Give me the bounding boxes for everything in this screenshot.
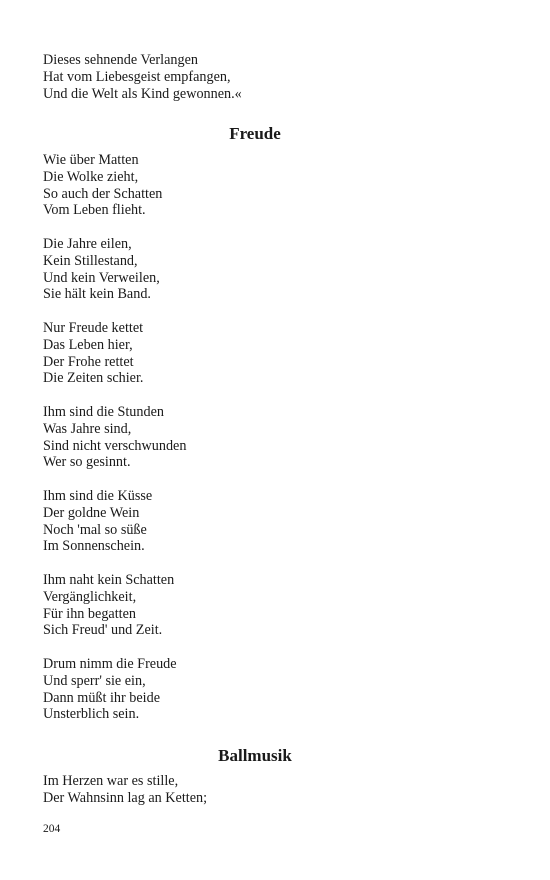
poem-title-ballmusik: Ballmusik xyxy=(218,746,292,765)
verse-line: Drum nimm die Freude xyxy=(43,656,177,672)
verse-line: Ihm naht kein Schatten xyxy=(43,572,175,588)
stanza-1 xyxy=(43,152,503,219)
stanza-6 xyxy=(43,572,503,639)
verse-line: Ihm sind die Küsse xyxy=(43,488,153,504)
poem-title-freude: Freude xyxy=(229,124,281,143)
verse-line: Hat vom Liebesgeist empfangen, xyxy=(43,68,231,85)
verse-line: Und kein Verweilen, xyxy=(43,269,160,286)
verse-line: Sind nicht verschwunden xyxy=(43,437,187,454)
verse-line: Das Leben hier, xyxy=(43,336,133,353)
verse-line: Sie hält kein Band. xyxy=(43,286,151,303)
verse-line: Unsterblich sein. xyxy=(43,706,140,723)
verse-line: Dieses sehnende Verlangen xyxy=(43,52,198,68)
verse-line: Im Sonnenschein. xyxy=(43,538,145,555)
verse-line: Was Jahre sind, xyxy=(43,420,132,437)
verse-line: Und die Welt als Kind gewonnen.« xyxy=(43,85,242,102)
verse-line: Im Herzen war es stille, xyxy=(43,773,179,789)
stanza-5 xyxy=(43,488,503,555)
verse-line: Die Zeiten schier. xyxy=(43,370,144,387)
verse-line: Der Frohe rettet xyxy=(43,353,134,370)
verse-line: Sich Freud' und Zeit. xyxy=(43,622,163,639)
verse-line: Die Jahre eilen, xyxy=(43,236,132,252)
verse-line: Wer so gesinnt. xyxy=(43,454,131,471)
verse-line: Dann müßt ihr beide xyxy=(43,689,161,706)
verse-line: Noch 'mal so süße xyxy=(43,521,147,538)
stanza-4 xyxy=(43,404,503,471)
intro-stanza xyxy=(43,52,503,102)
verse-line: Die Wolke zieht, xyxy=(43,168,139,185)
verse-line: Vom Leben flieht. xyxy=(43,202,146,219)
verse-line: Der Wahnsinn lag an Ketten; xyxy=(43,789,208,806)
verse-line: So auch der Schatten xyxy=(43,185,163,202)
stanza-2 xyxy=(43,236,503,303)
stanza-3 xyxy=(43,320,503,387)
verse-line: Wie über Matten xyxy=(43,152,139,168)
verse-line: Ihm sind die Stunden xyxy=(43,404,164,420)
verse-line: Und sperr' sie ein, xyxy=(43,672,146,689)
ballmusik-stanza xyxy=(43,773,503,807)
verse-line: Der goldne Wein xyxy=(43,504,140,521)
verse-line: Für ihn begatten xyxy=(43,605,136,622)
verse-line: Nur Freude kettet xyxy=(43,320,144,336)
page-number: 204 xyxy=(43,823,61,835)
verse-line: Vergänglichkeit, xyxy=(43,588,137,605)
verse-line: Kein Stillestand, xyxy=(43,252,138,269)
stanza-7 xyxy=(43,656,503,723)
